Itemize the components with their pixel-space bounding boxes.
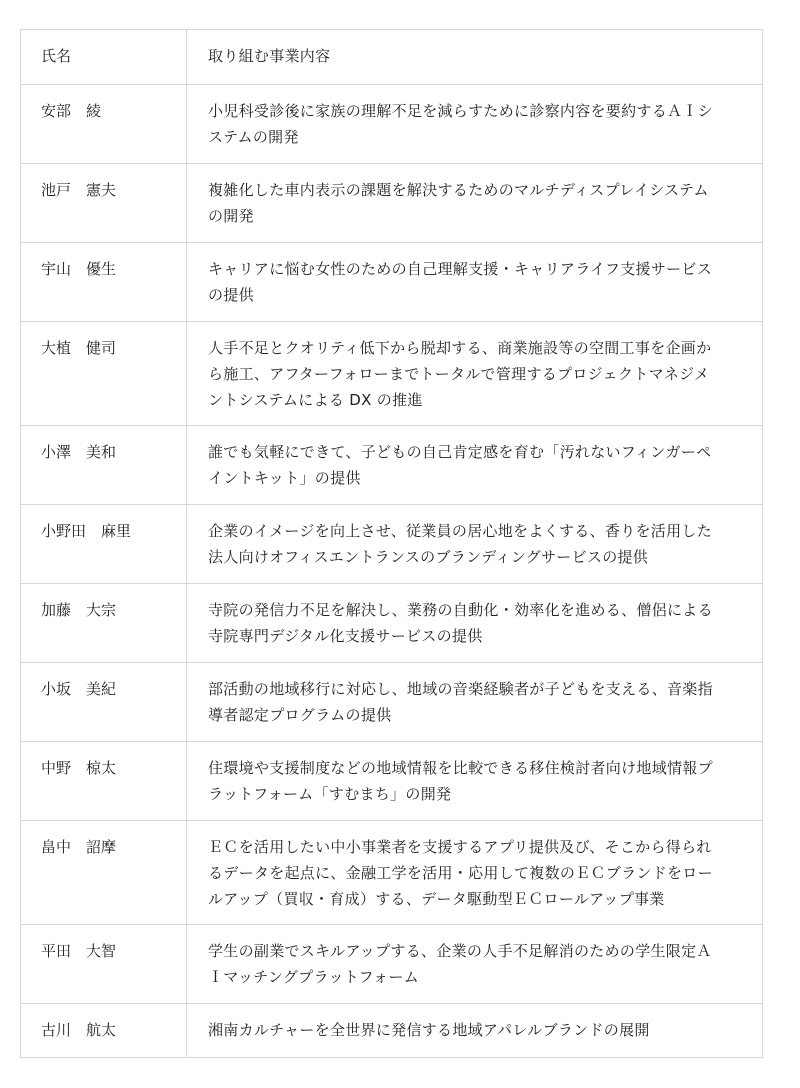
business-table: [20, 29, 763, 1058]
header-row: [21, 30, 762, 85]
description-line: 複雑化した車内表示の課題を解決するためのマルチディスプレイシステム: [208, 181, 709, 199]
person-name: 畠中 詔摩: [21, 821, 187, 924]
table-row: [21, 243, 762, 322]
person-name: 小野田 麻里: [21, 505, 187, 583]
description-line: ントシステムによる DX の推進: [208, 391, 423, 409]
person-name: 大植 健司: [21, 322, 187, 425]
table-body: [21, 85, 762, 1058]
table-row: [21, 505, 762, 584]
description-line: るデータを起点に、金融工学を活用・応用して複数のＥＣブランドをロー: [208, 864, 713, 882]
description-line: 部活動の地域移行に対応し、地域の音楽経験者が子どもを支える、音楽指: [208, 680, 713, 698]
person-name: 安部 綾: [21, 85, 187, 163]
table-row: [21, 85, 762, 164]
business-description: [187, 505, 762, 583]
business-description: [187, 925, 762, 1003]
description-line: 人手不足とクオリティ低下から脱却する、商業施設等の空間工事を企画か: [208, 339, 712, 357]
person-name: 中野 椋太: [21, 742, 187, 820]
description-line: 寺院の発信力不足を解決し、業務の自動化・効率化を進める、僧侶による: [208, 601, 713, 619]
business-description: [187, 821, 762, 924]
description-line: 導者認定プログラムの提供: [208, 706, 392, 724]
person-name: 加藤 大宗: [21, 584, 187, 662]
business-description: [187, 164, 762, 242]
description-line: 法人向けオフィスエントランスのブランディングサービスの提供: [208, 548, 649, 566]
description-line: ルアップ（買収・育成）する、データ駆動型ＥＣロールアップ事業: [208, 890, 665, 908]
header-business-cell: 取り組む事業内容: [208, 47, 331, 65]
table-row: [21, 742, 762, 821]
business-description: [187, 243, 762, 321]
description-line: 寺院専門デジタル化支援サービスの提供: [208, 627, 483, 645]
table-row: [21, 426, 762, 505]
description-line: の開発: [208, 207, 254, 225]
description-line: 学生の副業でスキルアップする、企業の人手不足解消のための学生限定Ａ: [208, 942, 712, 960]
description-line: ステムの開発: [208, 128, 299, 146]
description-line: イントキット」の提供: [208, 469, 361, 487]
table-row: [21, 663, 762, 742]
business-description: [187, 584, 762, 662]
description-line: 住環境や支援制度などの地域情報を比較できる移住検討者向け地域情報プ: [208, 759, 713, 777]
description-line: ラットフォーム「すむまち」の開発: [208, 785, 452, 803]
business-description: [187, 322, 762, 425]
person-name: 小坂 美紀: [21, 663, 187, 741]
business-description: [187, 1004, 762, 1057]
description-line: ら施工、アフターフォローまでトータルで管理するプロジェクトマネジメ: [208, 365, 710, 383]
business-description: [187, 426, 762, 504]
description-line: 誰でも気軽にできて、子どもの自己肯定感を育む「汚れないフィンガーペ: [208, 443, 712, 461]
description-line: ＥＣを活用したい中小事業者を支援するアプリ提供及び、そこから得られ: [208, 838, 712, 856]
table-row: [21, 164, 762, 243]
description-line: キャリアに悩む女性のための自己理解支援・キャリアライフ支援サービス: [208, 260, 713, 278]
business-description: [187, 742, 762, 820]
person-name: 池戸 憲夫: [21, 164, 187, 242]
table-row: [21, 584, 762, 663]
description-line: 企業のイメージを向上させ、従業員の居心地をよくする、香りを活用した: [208, 522, 713, 540]
description-line: 小児科受診後に家族の理解不足を減らすために診察内容を要約するＡＩシ: [208, 102, 713, 120]
person-name: 古川 航太: [21, 1004, 187, 1057]
description-line: 湘南カルチャーを全世界に発信する地域アパレルブランドの展開: [208, 1021, 650, 1039]
description-line: の提供: [208, 286, 254, 304]
description-line: Ｉマッチングプラットフォーム: [208, 968, 420, 986]
person-name: 小澤 美和: [21, 426, 187, 504]
person-name: 平田 大智: [21, 925, 187, 1003]
table-row: [21, 925, 762, 1004]
header-name-cell: 氏名: [21, 30, 187, 84]
business-description: [187, 85, 762, 163]
table-row: [21, 1004, 762, 1058]
table-row: [21, 322, 762, 426]
table-row: [21, 821, 762, 925]
person-name: 宇山 優生: [21, 243, 187, 321]
business-description: [187, 663, 762, 741]
